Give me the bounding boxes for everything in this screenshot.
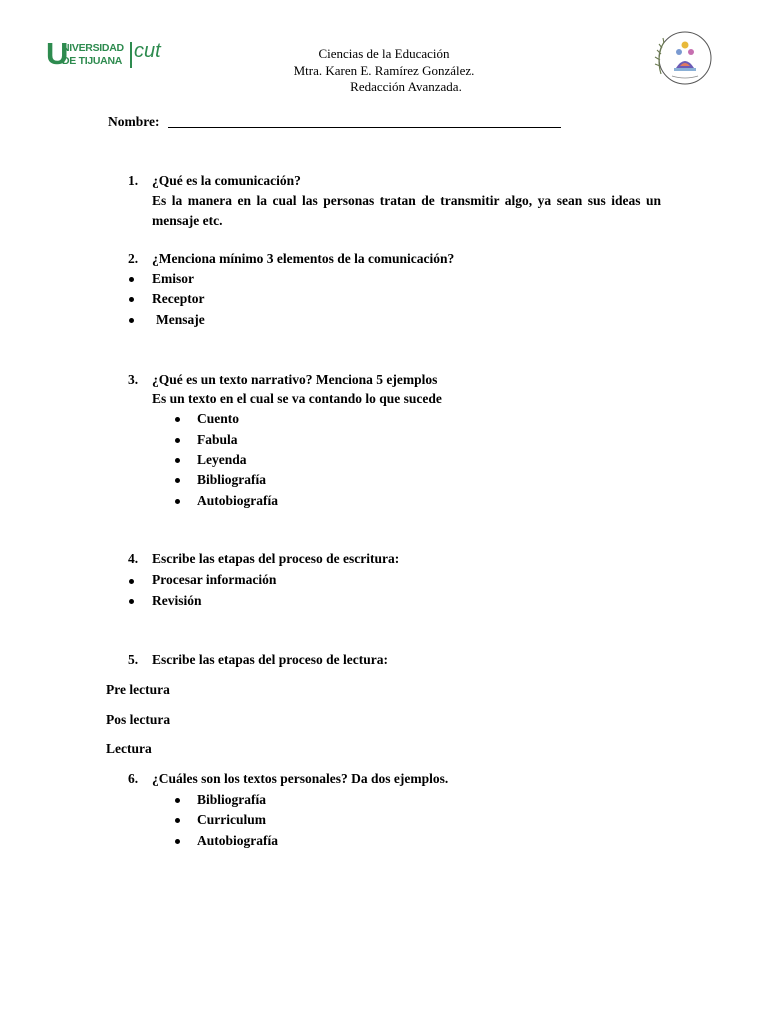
- list-item: Leyenda: [197, 452, 247, 467]
- bullet-icon: [175, 499, 180, 504]
- list-item: Mensaje: [156, 312, 205, 327]
- question-1-number: 1.: [128, 173, 139, 188]
- bullet-icon: [175, 458, 180, 463]
- reading-stage: Pre lectura: [106, 682, 170, 697]
- logo-u-letter: U: [46, 36, 69, 71]
- reading-stage: Lectura: [106, 741, 152, 756]
- list-item: Cuento: [197, 411, 240, 426]
- question-6-number: 6.: [128, 771, 139, 786]
- header-teacher: Mtra. Karen E. Ramírez González.: [293, 63, 475, 78]
- list-item: Receptor: [152, 291, 205, 306]
- bullet-icon: [175, 798, 180, 803]
- question-4-text: Escribe las etapas del proceso de escritura:: [152, 551, 400, 566]
- university-logo: [46, 36, 161, 72]
- question-1-answer: Es la manera en la cual las personas tratan de transmitir algo, ya sean sus ideas un mensaje etc.: [152, 193, 661, 228]
- list-item: Curriculum: [197, 812, 266, 827]
- bullet-icon: [129, 579, 134, 584]
- logo-divider: [130, 42, 132, 68]
- header-course: Ciencias de la Educación: [318, 46, 450, 61]
- logo-line-2: DE TIJUANA: [62, 55, 123, 67]
- circular-emblem-icon: [652, 30, 714, 86]
- list-item: Bibliografía: [197, 472, 267, 487]
- bullet-icon: [129, 318, 134, 323]
- name-label: Nombre:: [108, 114, 160, 129]
- logo-line-1: NIVERSIDAD: [62, 42, 124, 54]
- question-3-number: 3.: [128, 372, 139, 387]
- header-subject: Redacción Avanzada.: [350, 79, 462, 94]
- reading-stage: Pos lectura: [106, 712, 171, 727]
- bullet-icon: [129, 297, 134, 302]
- bullet-icon: [129, 277, 134, 282]
- bullet-icon: [175, 438, 180, 443]
- list-item: Bibliografía: [197, 792, 267, 807]
- question-6-text: ¿Cuáles son los textos personales? Da dos ejemplos.: [152, 771, 449, 786]
- name-input-line[interactable]: [168, 127, 561, 128]
- question-1-text: ¿Qué es la comunicación?: [152, 173, 301, 188]
- bullet-icon: [175, 818, 180, 823]
- bullet-icon: [129, 599, 134, 604]
- bullet-icon: [175, 478, 180, 483]
- list-item: Revisión: [152, 593, 202, 608]
- question-4-number: 4.: [128, 551, 139, 566]
- list-item: Procesar información: [152, 572, 277, 587]
- list-item: Fabula: [197, 432, 238, 447]
- question-2-number: 2.: [128, 251, 139, 266]
- question-3-text: ¿Qué es un texto narrativo? Menciona 5 ejemplos: [152, 372, 438, 387]
- logo-cut: cut: [134, 40, 161, 62]
- bullet-icon: [175, 839, 180, 844]
- question-3-answer: Es un texto en el cual se va contando lo que sucede: [152, 391, 442, 406]
- question-2-text: ¿Menciona mínimo 3 elementos de la comunicación?: [152, 251, 455, 266]
- list-item: Autobiografía: [197, 493, 278, 508]
- bullet-icon: [175, 417, 180, 422]
- question-5-number: 5.: [128, 652, 139, 667]
- question-5-text: Escribe las etapas del proceso de lectura:: [152, 652, 388, 667]
- list-item: Emisor: [152, 271, 194, 286]
- list-item: Autobiografía: [197, 833, 278, 848]
